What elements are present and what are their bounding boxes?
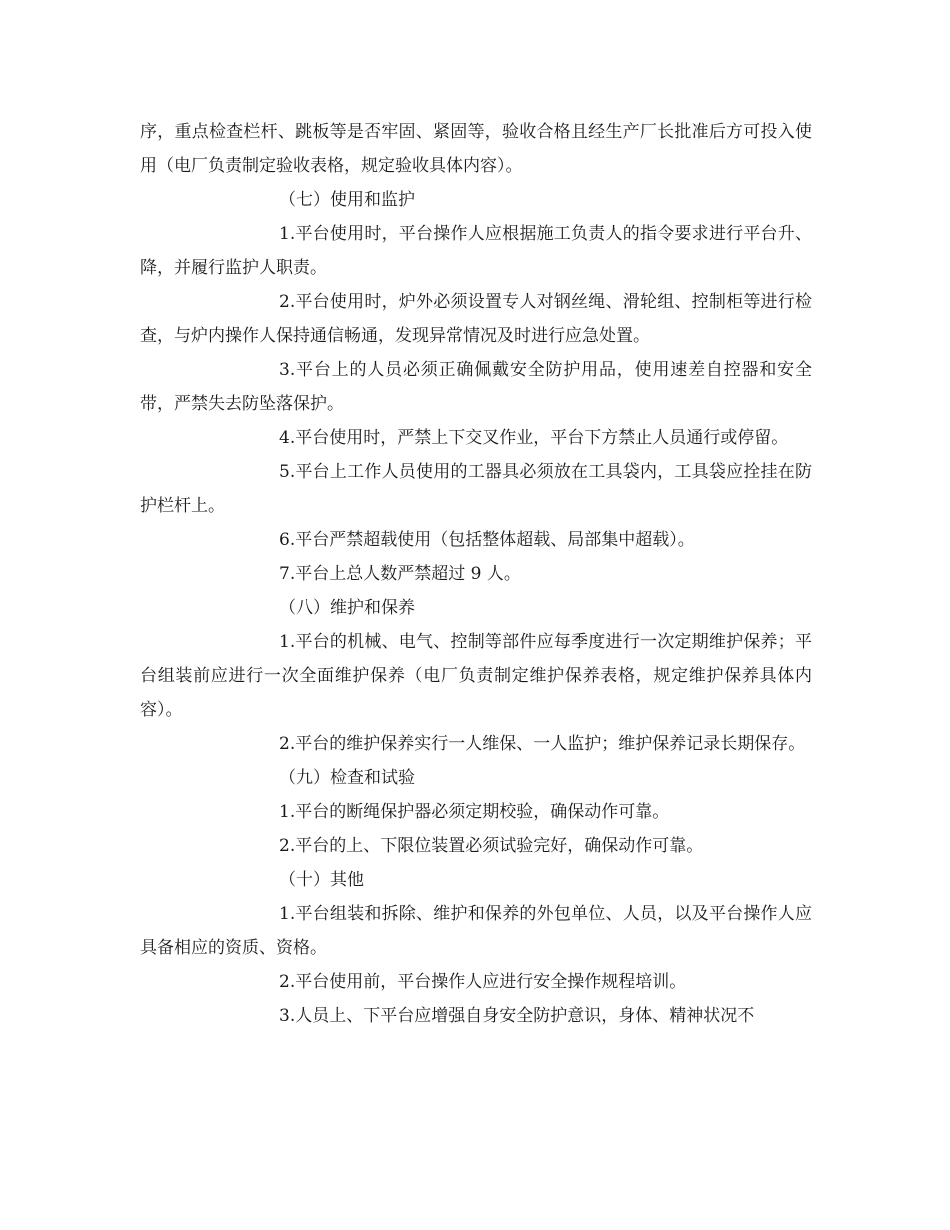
list-item: 2.平台使用时，炉外必须设置专人对钢丝绳、滑轮组、控制柜等进行检查，与炉内操作人保持通信畅通，发现异常情况及时进行应急处置。 — [140, 292, 812, 346]
list-item: 7.平台上总人数严禁超过 9 人。 — [279, 564, 521, 584]
list-item: 1.平台的断绳保护器必须定期校验，确保动作可靠。 — [279, 802, 670, 822]
list-item: 4.平台使用时，严禁上下交叉作业，平台下方禁止人员通行或停留。 — [279, 428, 789, 448]
section-heading-8: （八）维护和保养 — [279, 598, 415, 618]
paragraph-continuation: 序，重点检查栏杆、跳板等是否牢固、紧固等，验收合格且经生产厂长批准后方可投入使用（电厂负责制定验收表格，规定验收具体内容）。 — [140, 122, 812, 176]
list-item: 2.平台的上、下限位装置必须试验完好，确保动作可靠。 — [279, 836, 704, 856]
list-item: 6.平台严禁超载使用（包括整体超载、局部集中超载）。 — [279, 530, 695, 550]
section-heading-10: （十）其他 — [279, 870, 364, 890]
list-item: 1.平台使用时，平台操作人应根据施工负责人的指令要求进行平台升、降，并履行监护人职责。 — [140, 224, 812, 278]
document-body — [140, 115, 812, 1033]
list-item: 3.人员上、下平台应增强自身安全防护意识，身体、精神状况不 — [279, 1006, 755, 1026]
list-item: 2.平台的维护保养实行一人维保、一人监护；维护保养记录长期保存。 — [279, 734, 806, 754]
section-heading-7: （七）使用和监护 — [279, 190, 415, 210]
list-item: 1.平台的机械、电气、控制等部件应每季度进行一次定期维护保养；平台组装前应进行一次全面维护保养（电厂负责制定维护保养表格，规定维护保养具体内容）。 — [140, 632, 812, 720]
list-item: 1.平台组装和拆除、维护和保养的外包单位、人员，以及平台操作人应具备相应的资质、资格。 — [140, 904, 812, 958]
section-heading-9: （九）检查和试验 — [279, 768, 415, 788]
list-item: 3.平台上的人员必须正确佩戴安全防护用品，使用速差自控器和安全带，严禁失去防坠落保护。 — [140, 360, 812, 414]
list-item: 2.平台使用前，平台操作人应进行安全操作规程培训。 — [279, 972, 687, 992]
list-item: 5.平台上工作人员使用的工器具必须放在工具袋内，工具袋应拴挂在防护栏杆上。 — [140, 462, 812, 516]
